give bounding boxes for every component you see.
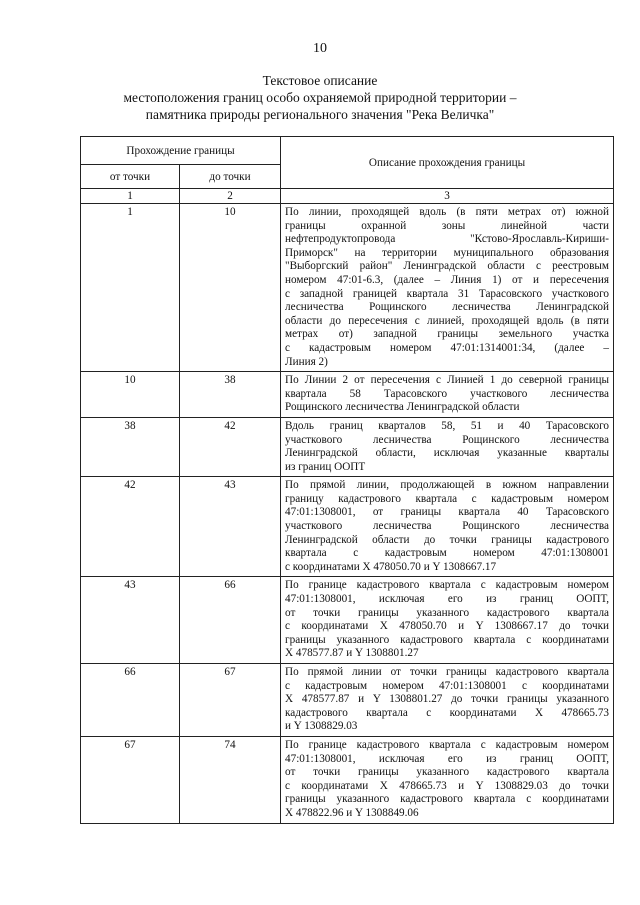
from-point-cell: 10 <box>81 372 180 418</box>
header-to: до точки <box>180 165 281 189</box>
description-cell <box>281 736 614 823</box>
boundary-table <box>80 136 614 824</box>
table-row <box>81 204 614 372</box>
to-point-cell: 43 <box>180 477 281 577</box>
description-line: границы указанного кадастрового квартала с координатами <box>285 793 610 806</box>
to-point-cell: 74 <box>180 736 281 823</box>
header-from: от точки <box>81 165 180 189</box>
table-row <box>81 417 614 476</box>
description-line: с западной границей квартала 31 Тарасовского участкового <box>285 287 610 300</box>
to-point-cell: 38 <box>180 372 281 418</box>
to-point-cell: 67 <box>180 664 281 737</box>
table-row <box>81 664 614 737</box>
page-number: 10 <box>313 41 327 56</box>
description-line: Приморск" на территории муниципального образования <box>285 246 610 259</box>
column-number: 3 <box>281 189 614 204</box>
description-line: По линии, проходящей вдоль (в пяти метрах от) южной <box>285 206 610 218</box>
description-line: X 478577.87 и Y 1308801.27 до точки границы указанного <box>285 693 610 706</box>
description-line: Ленинградской области, исключая указанные кварталы <box>285 447 610 460</box>
description-line: квартала с кадастровым номером 47:01:1308001 <box>285 547 610 560</box>
description-line: и Y 1308829.03 <box>285 720 358 733</box>
table-row <box>81 372 614 418</box>
description-line: номером 47:01-6.3, (далее – Линия 1) от и пересечения <box>285 273 610 286</box>
to-point-cell: 10 <box>180 204 281 372</box>
description-line: с координатами X 478050.70 и Y 1308667.17 до точки <box>285 620 610 633</box>
description-line: По Линии 2 от пересечения с Линией 1 до северной границы <box>285 374 610 387</box>
title-line-2: местоположения границ особо охраняемой природной территории – <box>123 90 517 105</box>
description-cell <box>281 417 614 476</box>
description-line: из границ ООПТ <box>285 460 366 473</box>
description-line: кадастрового квартала с координатами X 478665.73 <box>285 706 610 719</box>
description-line: метрах от) западной границы земельного участка <box>285 328 610 341</box>
title-line-3: памятника природы регионального значения "Река Величка" <box>145 107 495 122</box>
description-cell <box>281 577 614 664</box>
table-row <box>81 477 614 577</box>
description-line: "Выборгский район" Ленинградской области с реестровым <box>285 260 610 273</box>
from-point-cell: 43 <box>81 577 180 664</box>
column-number: 2 <box>180 189 281 204</box>
description-line: 47:01:1308001, исключая его из границ ООПТ, <box>285 752 610 765</box>
to-point-cell: 66 <box>180 577 281 664</box>
title-line-1: Текстовое описание <box>262 73 378 88</box>
column-number: 1 <box>81 189 180 204</box>
description-line: участкового лесничества Рощинского лесничества <box>285 520 610 533</box>
description-line: нефтепродуктопровода "Кстово-Ярославль-Кириши- <box>285 233 610 246</box>
description-cell <box>281 664 614 737</box>
description-line: области до пересечения с линией, проходящей вдоль (в пяти <box>285 314 610 327</box>
description-line: X 478577.87 и Y 1308801.27 <box>285 647 419 660</box>
from-point-cell: 38 <box>81 417 180 476</box>
description-line: квартала 58 Тарасовского участкового лесничества <box>285 387 610 400</box>
description-line: участкового лесничества Рощинского лесничества <box>285 433 610 446</box>
description-line: Линия 2) <box>285 355 328 368</box>
description-line: Рощинского лесничества Ленинградской области <box>285 401 520 414</box>
from-point-cell: 1 <box>81 204 180 372</box>
document-title <box>0 72 640 123</box>
description-line: от точки границы указанного кадастрового квартала <box>285 766 610 779</box>
header-description: Описание прохождения границы <box>281 137 614 189</box>
description-cell <box>281 204 614 372</box>
description-line: 47:01:1308001, от границы квартала 40 Тарасовского <box>285 506 610 519</box>
description-line: Ленинградской области до точки границы кадастрового <box>285 533 610 546</box>
description-line: с координатами X 478050.70 и Y 1308667.17 <box>285 560 497 573</box>
description-cell <box>281 372 614 418</box>
description-cell <box>281 477 614 577</box>
description-line: лесничества Рощинского лесничества Ленинградской <box>285 301 610 314</box>
description-line: с кадастровым номером 47:01:1308001 с координатами <box>285 679 610 692</box>
description-line: от точки границы указанного кадастрового квартала <box>285 606 610 619</box>
description-line: 47:01:1308001, исключая его из границ ООПТ, <box>285 593 610 606</box>
description-line: границу кадастрового квартала с кадастровым номером <box>285 492 610 505</box>
description-line: X 478822.96 и Y 1308849.06 <box>285 806 419 819</box>
from-point-cell: 66 <box>81 664 180 737</box>
description-line: По прямой линии, продолжающей в южном направлении <box>285 479 610 492</box>
header-row <box>81 137 614 165</box>
table-row <box>81 577 614 664</box>
description-line: По границе кадастрового квартала с кадастровым номером <box>285 738 610 751</box>
description-line: границы охранной зоны линейной части <box>285 219 610 232</box>
description-line: с координатами X 478665.73 и Y 1308829.03 до точки <box>285 779 610 792</box>
header-passage: Прохождение границы <box>81 137 281 165</box>
description-line: с кадастровым номером 47:01:1314001:34, (далее – <box>285 341 610 354</box>
description-line: Вдоль границ кварталов 58, 51 и 40 Тарасовского <box>285 419 610 432</box>
description-line: По границе кадастрового квартала с кадастровым номером <box>285 579 610 592</box>
description-line: границы указанного кадастрового квартала с координатами <box>285 633 610 646</box>
from-point-cell: 42 <box>81 477 180 577</box>
from-point-cell: 67 <box>81 736 180 823</box>
to-point-cell: 42 <box>180 417 281 476</box>
description-line: По прямой линии от точки границы кадастрового квартала <box>285 666 610 678</box>
column-number-row <box>81 189 614 204</box>
table-row <box>81 736 614 823</box>
